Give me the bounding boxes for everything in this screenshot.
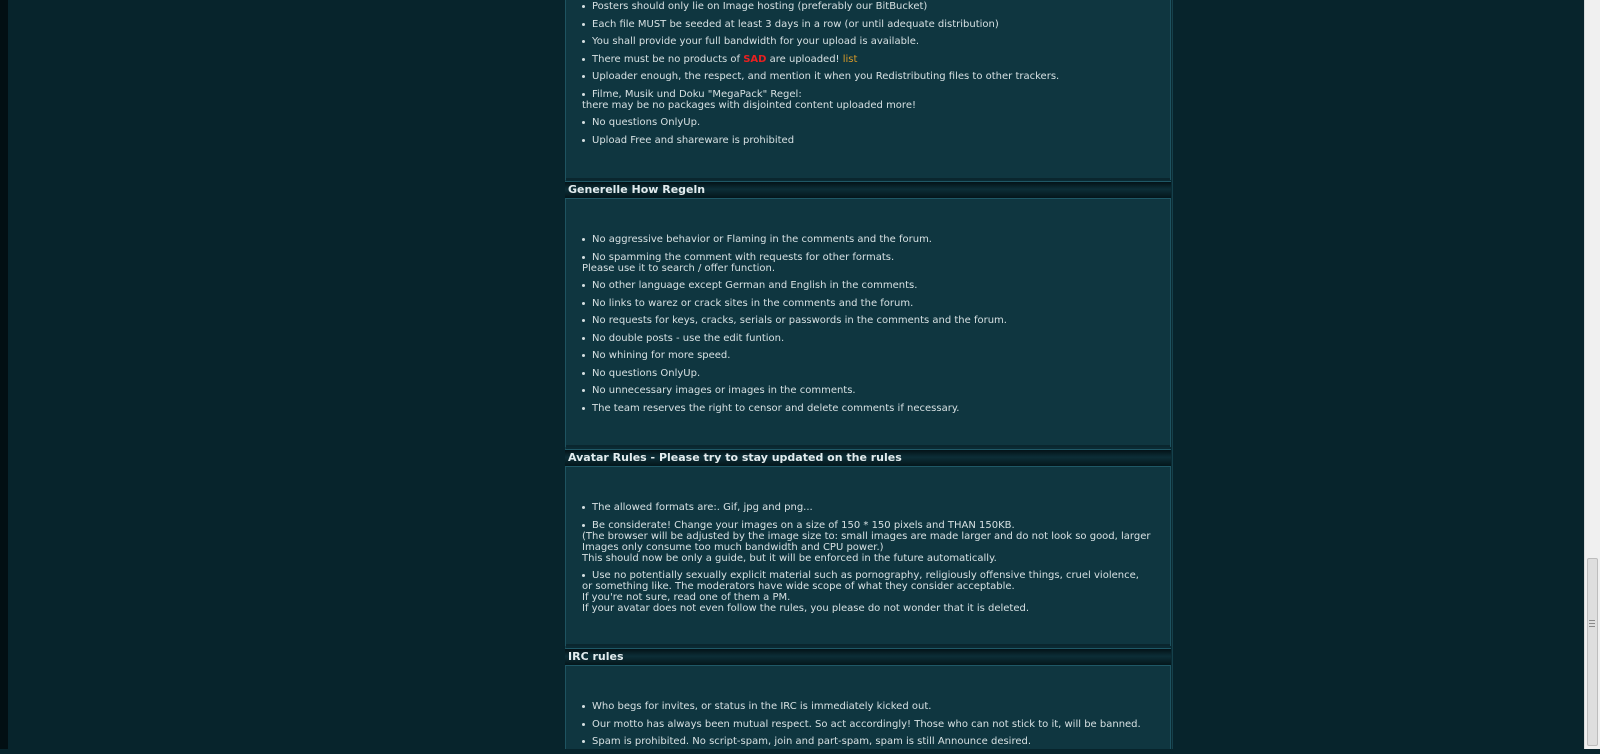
how-rules-panel	[565, 199, 1171, 447]
sad-highlight: SAD	[743, 53, 767, 65]
list-item: Who begs for invites, or status in the IRC is immediately kicked out.	[582, 701, 1162, 712]
list-item: Our motto has always been mutual respect. So act accordingly! Those who can not stick to it, will be banned.	[582, 719, 1162, 730]
list-item: No whining for more speed.	[582, 350, 1162, 361]
list-item: No double posts - use the edit funtion.	[582, 333, 1162, 344]
section-header-how-rules: Generelle How Regeln	[565, 181, 1171, 199]
section-header-avatar-rules: Avatar Rules - Please try to stay updated on the rules	[565, 449, 1171, 467]
list-item: No questions OnlyUp.	[582, 368, 1162, 379]
list-link[interactable]: list	[842, 53, 858, 65]
list-item: You shall provide your full bandwidth for your upload is available.	[582, 36, 1162, 47]
vertical-scrollbar[interactable]	[1584, 0, 1600, 749]
scrollbar-thumb[interactable]	[1587, 558, 1598, 746]
list-item: Uploader enough, the respect, and mention it when you Redistributing files to other trackers.	[582, 71, 1162, 82]
list-item: Filme, Musik und Doku "MegaPack" Regel: there may be no packages with disjointed content uploaded more!	[582, 89, 1162, 111]
list-item: No other language except German and English in the comments.	[582, 280, 1162, 291]
list-item: Be considerate! Change your images on a size of 150 * 150 pixels and THAN 150KB. (The browser will be adjusted by the image size to: small images are made larger and do not look so good, larger Images only consume too much bandwidth and CPU power.) This should now be only a guide, but it will be enforced in the future automatically.	[582, 520, 1162, 564]
list-item: The allowed formats are:. Gif, jpg and png...	[582, 502, 1162, 513]
how-rules-list	[582, 234, 1162, 420]
list-item: Each file MUST be seeded at least 3 days in a row (or until adequate distribution)	[582, 19, 1162, 30]
list-item: No questions OnlyUp.	[582, 117, 1162, 128]
left-rail	[0, 0, 8, 749]
list-item: There must be no products of SAD are uploaded! list	[582, 54, 1162, 65]
upload-rules-panel	[565, 0, 1171, 180]
list-item: Use no potentially sexually explicit material such as pornography, religiously offensive things, cruel violence, or something like. The moderators have wide scope of what they consider acceptable. If you're not sure, read one of them a PM. If your avatar does not even follow the rules, you please do not wonder that it is deleted.	[582, 570, 1162, 614]
avatar-rules-panel	[565, 467, 1171, 646]
section-header-irc-rules: IRC rules	[565, 648, 1171, 666]
list-item: Upload Free and shareware is prohibited	[582, 135, 1162, 146]
list-item: No aggressive behavior or Flaming in the comments and the forum.	[582, 234, 1162, 245]
list-item: No links to warez or crack sites in the comments and the forum.	[582, 298, 1162, 309]
irc-rules-panel	[565, 666, 1171, 749]
list-item: No spamming the comment with requests for other formats. Please use it to search / offer function.	[582, 252, 1162, 274]
avatar-rules-list	[582, 502, 1162, 621]
irc-rules-list	[582, 701, 1162, 754]
list-item: Posters should only lie on Image hosting (preferably our BitBucket)	[582, 1, 1162, 12]
scrollbar-grip-icon	[1589, 620, 1595, 627]
list-item: Spam is prohibited. No script-spam, join and part-spam, spam is still Announce desired.	[582, 736, 1162, 747]
upload-rules-list	[582, 1, 1162, 152]
list-item: The team reserves the right to censor and delete comments if necessary.	[582, 403, 1162, 414]
list-item: No requests for keys, cracks, serials or passwords in the comments and the forum.	[582, 315, 1162, 326]
list-item: No unnecessary images or images in the comments.	[582, 385, 1162, 396]
